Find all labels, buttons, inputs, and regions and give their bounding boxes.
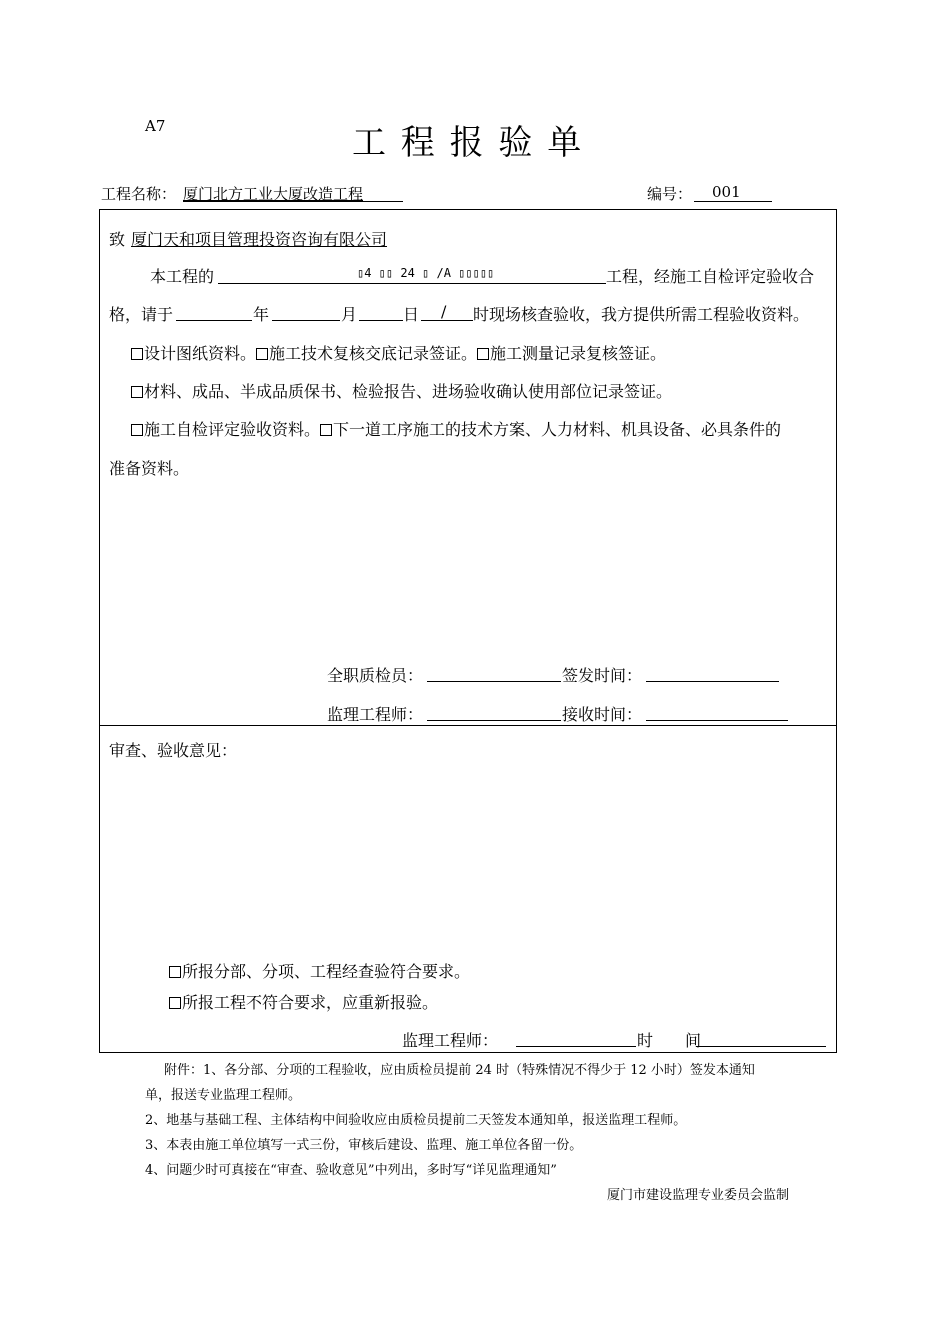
check-item-1: 设计图纸资料。 <box>144 344 257 363</box>
number-value: 001 <box>712 183 741 201</box>
month-label: 月 <box>341 305 358 324</box>
day-label: 日 <box>403 305 420 324</box>
form-table <box>99 209 837 1053</box>
page-title: 工 程 报 验 单 <box>352 123 584 163</box>
note-1a: 附件：1、各分部、分项的工程验收，应由质检员提前 24 时（特殊情况不得少于 12 小时）签发本通知 <box>164 1063 755 1078</box>
checkbox-survey-review[interactable] <box>477 348 489 360</box>
inspector-label: 全职质检员： <box>327 666 424 685</box>
line1-prefix: 本工程的 <box>150 267 215 286</box>
issuer: 厦门市建设监理专业委员会监制 <box>607 1188 790 1203</box>
line1-suffix: 工程，经施工自检评定验收合 <box>606 267 815 286</box>
note-3: 3、本表由施工单位填写一式三份，审核后建设、监理、施工单位各留一份。 <box>145 1138 583 1153</box>
note-4: 4、问题少时可真接在“审查、验收意见”中列出，多时写“详见监理通知” <box>145 1163 557 1178</box>
work-item-field[interactable]: ▯4 ▯▯ 24 ▯ /A ▯▯▯▯▯ <box>357 266 495 280</box>
review-option-1: 所报分部、分项、工程经查验符合要求。 <box>182 962 471 981</box>
year-label: 年 <box>253 305 270 324</box>
review-engineer-label: 监理工程师： <box>402 1031 499 1050</box>
year-field[interactable] <box>176 320 252 321</box>
review-time-label: 时 间 <box>637 1031 702 1050</box>
check-item-4: 材料、成品、半成品质保书、检验报告、进场验收确认使用部位记录签证。 <box>144 382 673 401</box>
project-name: 厦门北方工业大厦改造工程 <box>183 185 364 203</box>
engineer-field[interactable] <box>427 720 561 721</box>
checkbox-next-process[interactable] <box>320 424 332 436</box>
day-field[interactable] <box>359 320 403 321</box>
checkbox-tech-review[interactable] <box>256 348 268 360</box>
issue-time-label: 签发时间： <box>562 666 643 685</box>
note-2: 2、地基与基础工程、主体结构中间验收应由质检员提前二天签发本通知单，报送监理工程师。 <box>145 1113 687 1128</box>
issue-time-field[interactable] <box>646 681 779 682</box>
review-time-field[interactable] <box>696 1046 826 1047</box>
line2-prefix: 格，请于 <box>109 305 174 324</box>
checkbox-rejected[interactable] <box>169 997 181 1009</box>
inspector-field[interactable] <box>427 681 561 682</box>
to-company: 厦门天和项目管理投资咨询有限公司 <box>131 230 388 249</box>
check-item-2: 施工技术复核交底记录签证。 <box>269 344 478 363</box>
time-field[interactable] <box>421 320 473 321</box>
checkbox-materials[interactable] <box>131 386 143 398</box>
time-value: / <box>441 302 447 321</box>
checkbox-self-inspection[interactable] <box>131 424 143 436</box>
receive-time-label: 接收时间： <box>562 705 643 724</box>
review-option-2: 所报工程不符合要求，应重新报验。 <box>182 993 439 1012</box>
engineer-label: 监理工程师： <box>327 705 424 724</box>
number-label: 编号： <box>647 185 693 203</box>
month-field[interactable] <box>272 320 340 321</box>
check-item-3: 施工测量记录复核签证。 <box>490 344 667 363</box>
to-label: 致 <box>109 230 126 249</box>
check-item-5: 施工自检评定验收资料。 <box>144 420 321 439</box>
checkbox-approved[interactable] <box>169 966 181 978</box>
review-heading: 审查、验收意见： <box>109 741 238 760</box>
note-1b: 单，报送专业监理工程师。 <box>145 1088 302 1103</box>
review-engineer-field[interactable] <box>516 1046 636 1047</box>
form-code: A7 <box>145 117 166 135</box>
check-item-6-cont: 准备资料。 <box>109 459 190 478</box>
project-label: 工程名称： <box>101 185 177 203</box>
checkbox-design-drawings[interactable] <box>131 348 143 360</box>
line2-suffix: 时现场核查验收，我方提供所需工程验收资料。 <box>473 305 810 324</box>
receive-time-field[interactable] <box>646 720 788 721</box>
check-item-6: 下一道工序施工的技术方案、人力材料、机具设备、必具条件的 <box>333 420 782 439</box>
